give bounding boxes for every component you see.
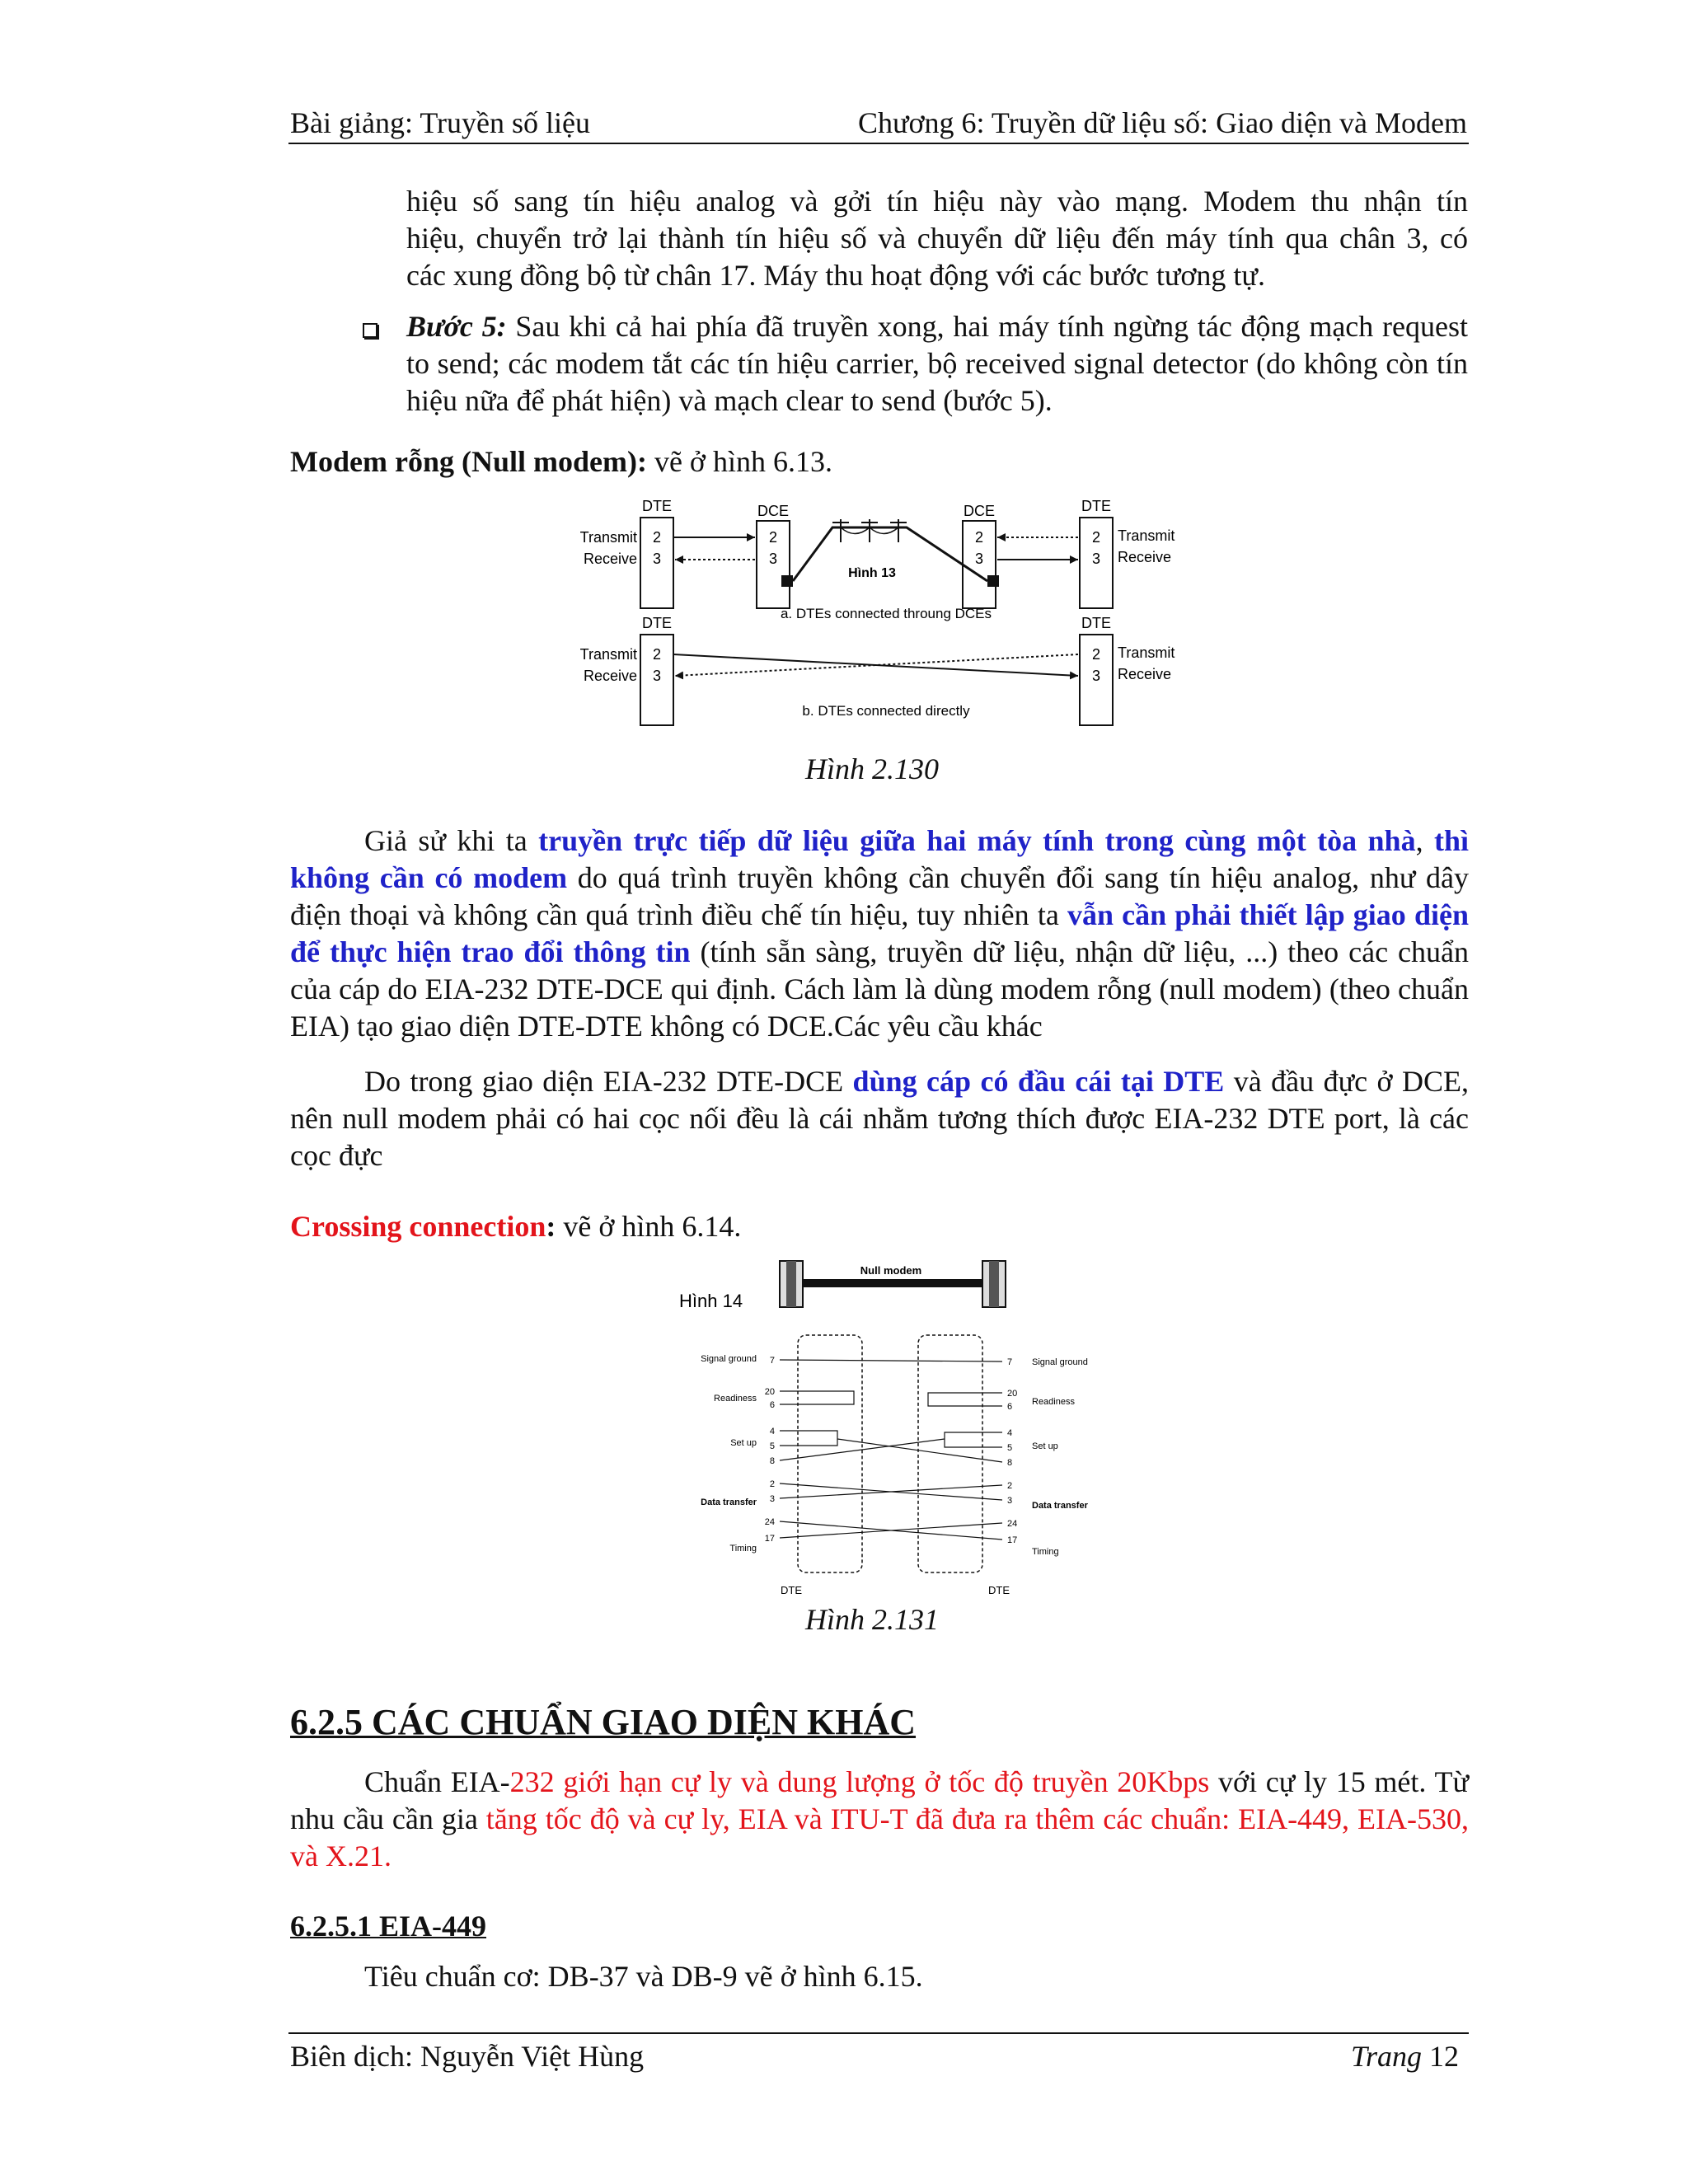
- step5-label: Bước 5:: [406, 310, 507, 343]
- svg-text:2: 2: [1091, 529, 1101, 546]
- svg-text:7: 7: [769, 1356, 775, 1366]
- svg-text:3: 3: [1091, 551, 1101, 567]
- svg-text:3: 3: [974, 551, 984, 567]
- svg-text:Transmit: Transmit: [579, 646, 637, 663]
- svg-text:DTE: DTE: [781, 1584, 802, 1596]
- footer-page-label: Trang: [1350, 2040, 1422, 2073]
- svg-text:2: 2: [768, 529, 778, 546]
- figure-caption-130: Hình 2.130: [805, 752, 939, 785]
- label-receive-lt: Receive: [583, 551, 637, 567]
- svg-text:8: 8: [1007, 1458, 1013, 1468]
- section-heading: 6.2.5 CÁC CHUẨN GIAO DIỆN KHÁC: [290, 1702, 917, 1742]
- svg-text:Transmit: Transmit: [1118, 644, 1175, 661]
- null-modem-label: Modem rỗng (Null modem):: [290, 445, 647, 478]
- svg-text:DTE: DTE: [642, 615, 672, 631]
- svg-text:6: 6: [1007, 1402, 1013, 1412]
- crossing-label: Crossing connection: [290, 1210, 546, 1243]
- svg-text:5: 5: [1007, 1443, 1013, 1453]
- null-modem-line: [290, 443, 1444, 480]
- svg-text:5: 5: [769, 1441, 775, 1451]
- subsection-heading: 6.2.5.1 EIA-449: [290, 1910, 487, 1943]
- highlight-limit: 232 giới hạn cự ly và dung lượng ở tốc độ truyền 20Kbps: [509, 1765, 1210, 1798]
- highlight-direct: truyền trực tiếp dữ liệu giữa hai máy tính trong cùng một tòa nhà: [538, 824, 1416, 857]
- svg-text:2: 2: [652, 646, 662, 663]
- svg-text:Signal ground: Signal ground: [701, 1354, 757, 1364]
- svg-text:17: 17: [1007, 1535, 1018, 1545]
- svg-text:3: 3: [652, 551, 662, 567]
- fig14-null-modem: Null modem: [860, 1264, 922, 1277]
- footer-rule: [288, 2032, 1469, 2034]
- fig13-caption-b: b. DTEs connected directly: [802, 703, 970, 719]
- svg-text:Data transfer: Data transfer: [1032, 1501, 1088, 1511]
- header-right: Chương 6: Truyền dữ liệu số: Giao diện và Modem: [857, 106, 1467, 139]
- footer-right: [1351, 2039, 1459, 2074]
- svg-text:4: 4: [769, 1427, 775, 1436]
- highlight-interface: vẫn cần phải thiết lập giao diện để thực hiện trao đổi thông tin: [290, 898, 1469, 968]
- svg-text:17: 17: [764, 1534, 775, 1544]
- svg-text:3: 3: [768, 551, 778, 567]
- svg-text:3: 3: [652, 668, 662, 684]
- label-transmit-rt: Transmit: [1118, 527, 1175, 544]
- standards-paragraph: Chuẩn EIA-232 giới hạn cự ly và dung lượng ở tốc độ truyền 20Kbps với cự ly 15 mét. Từ nhu cầu cần gia tăng tốc độ và cự ly, EIA và ITU-T đã đưa ra thêm các chuẩn: EIA-449, EIA-530, và X.21.: [290, 1765, 1469, 1872]
- svg-text:3: 3: [1007, 1496, 1013, 1506]
- bullet-icon: [363, 323, 377, 338]
- svg-text:Timing: Timing: [1032, 1547, 1059, 1557]
- header-rule: [288, 143, 1469, 144]
- figure-14-diagram: [664, 1256, 1109, 1602]
- figure-caption-131: Hình 2.131: [805, 1603, 939, 1636]
- svg-text:8: 8: [769, 1456, 775, 1466]
- continued-line-2: hiệu, chuyển trở lại thành tín hiệu số và chuyển dữ liệu đến máy tính qua chân 3, có: [406, 222, 1468, 255]
- svg-text:2: 2: [974, 529, 984, 546]
- svg-text:2: 2: [1091, 646, 1101, 663]
- label-receive-rt: Receive: [1118, 549, 1172, 565]
- header-left: Bài giảng: Truyền số liệu: [290, 106, 591, 139]
- svg-text:20: 20: [1007, 1389, 1018, 1399]
- svg-text:Signal ground: Signal ground: [1032, 1357, 1088, 1367]
- highlight-female-cable: dùng cáp có đầu cái tại DTE: [852, 1065, 1225, 1098]
- eia449-paragraph: Tiêu chuẩn cơ: DB-37 và DB-9 vẽ ở hình 6.15.: [364, 1960, 923, 1993]
- svg-text:Receive: Receive: [1118, 666, 1172, 682]
- cable-paragraph: Do trong giao diện EIA-232 DTE-DCE dùng cáp có đầu cái tại DTE và đầu đực ở DCE, nên null modem phải có hai cọc nối đều là cái nhằm tương thích được EIA-232 DTE port, là các cọc đực: [290, 1065, 1470, 1172]
- page-number: 12: [1422, 2040, 1459, 2073]
- svg-text:20: 20: [764, 1387, 775, 1397]
- label-dte-lt: DTE: [642, 498, 672, 514]
- continued-line-3: các xung đồng bộ từ chân 17. Máy thu hoạt động với các bước tương tự.: [406, 259, 1265, 292]
- step5-text: Sau khi cả hai phía đã truyền xong, hai máy tính ngừng tác động mạch request to send; các modem tắt các tín hiệu carrier, bộ received signal detector (do không còn tín hiệu nữa để phát hiện) và mạch clear to send (bước 5).: [406, 310, 1468, 417]
- step5-paragraph: [406, 308, 1468, 419]
- svg-text:Readiness: Readiness: [1032, 1397, 1075, 1407]
- highlight-no-modem: thì không cần có modem: [290, 824, 1469, 894]
- svg-text:Set up: Set up: [1032, 1441, 1058, 1451]
- fig13-title: Hình 13: [848, 566, 896, 580]
- svg-text:3: 3: [1091, 668, 1101, 684]
- svg-text:2: 2: [769, 1479, 775, 1489]
- label-transmit-lt: Transmit: [579, 529, 637, 546]
- svg-text:24: 24: [764, 1517, 775, 1527]
- null-modem-text: vẽ ở hình 6.13.: [646, 445, 832, 478]
- svg-text:7: 7: [1007, 1357, 1013, 1367]
- figure-13-diagram: [560, 494, 1203, 733]
- label-dce-r: DCE: [963, 503, 996, 519]
- svg-text:4: 4: [1007, 1428, 1013, 1438]
- svg-text:Receive: Receive: [583, 668, 637, 684]
- label-dte-rt: DTE: [1081, 498, 1111, 514]
- svg-text:2: 2: [1007, 1481, 1013, 1491]
- footer-left: Biên dịch: Nguyễn Việt Hùng: [290, 2040, 645, 2073]
- highlight-new-standards: tăng tốc độ và cự ly, EIA và ITU-T đã đưa ra thêm các chuẩn: EIA-449, EIA-530, và X.21.: [290, 1802, 1469, 1872]
- svg-text:DTE: DTE: [1081, 615, 1111, 631]
- svg-text:3: 3: [769, 1494, 775, 1504]
- svg-text:2: 2: [652, 529, 662, 546]
- fig14-title: Hình 14: [679, 1291, 743, 1311]
- svg-text:Timing: Timing: [729, 1544, 757, 1554]
- continued-paragraph: [406, 183, 1468, 294]
- continued-line-1: hiệu số sang tín hiệu analog và gởi tín hiệu này vào mạng. Modem thu nhận tín: [406, 185, 1468, 218]
- svg-text:Readiness: Readiness: [714, 1394, 757, 1404]
- svg-text:DTE: DTE: [988, 1584, 1010, 1596]
- label-dce-l: DCE: [757, 503, 790, 519]
- crossing-line: Crossing connection: vẽ ở hình 6.14.: [290, 1210, 742, 1243]
- fig13-caption-a: a. DTEs connected throung DCEs: [780, 606, 992, 621]
- svg-text:6: 6: [769, 1400, 775, 1410]
- svg-text:Set up: Set up: [730, 1438, 757, 1448]
- direct-transfer-paragraph: Giả sử khi ta truyền trực tiếp dữ liệu giữa hai máy tính trong cùng một tòa nhà, thì không cần có modem do quá trình truyền không cần chuyển đổi sang tín hiệu analog, như dây điện thoại và không cần quá trình điều chế tín hiệu, tuy nhiên ta vẫn cần phải thiết lập giao diện để thực hiện trao đổi thông tin (tính sẵn sàng, truyền dữ liệu, nhận dữ liệu, ...) theo các chuẩn của cáp do EIA-232 DTE-DCE qui định. Cách làm là dùng modem rỗng (null modem) (theo chuẩn EIA) tạo giao diện DTE-DTE không có DCE.Các yêu cầu khác: [290, 824, 1469, 1043]
- svg-text:Data transfer: Data transfer: [701, 1497, 757, 1507]
- svg-text:24: 24: [1007, 1519, 1018, 1529]
